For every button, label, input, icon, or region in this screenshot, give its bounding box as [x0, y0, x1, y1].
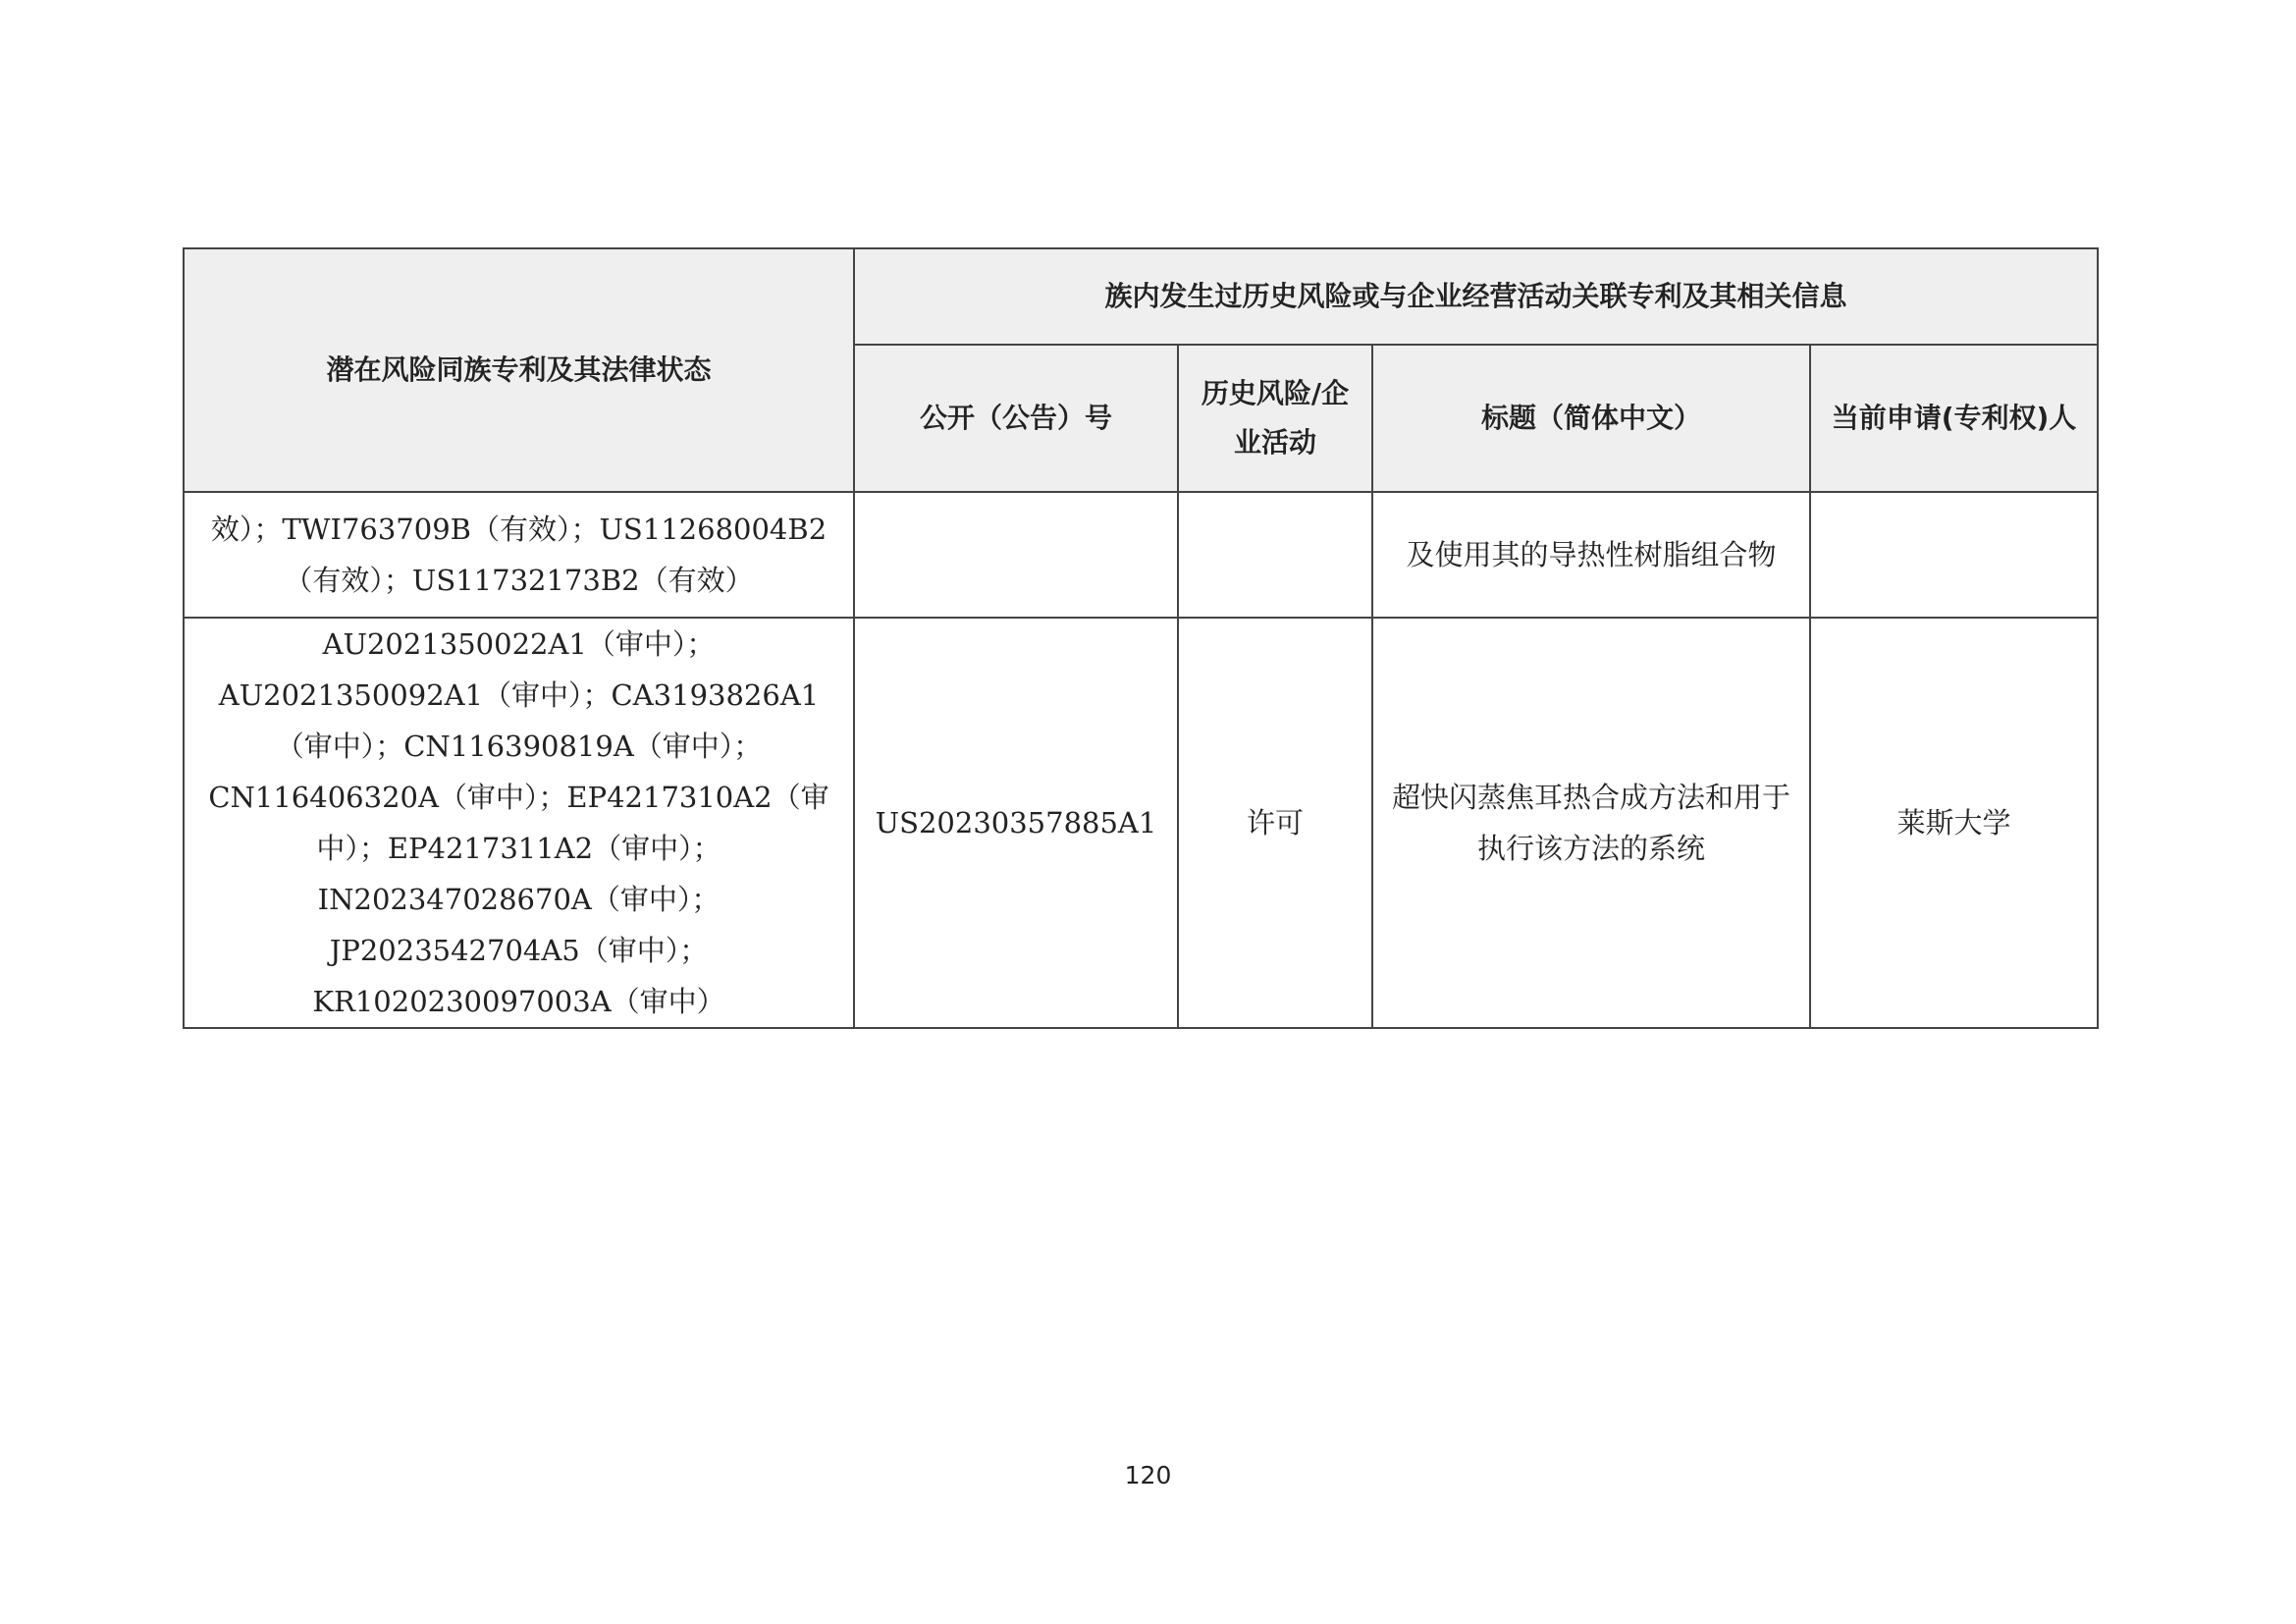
- header-applicant: 当前申请(专利权)人: [1810, 345, 2098, 492]
- header-risk-activity: 历史风险/企业活动: [1178, 345, 1372, 492]
- cell-risk-family: 效）；TWI763709B（有效）；US11268004B2（有效）；US11732173B2（有效）: [184, 492, 854, 618]
- header-pub-no: 公开（公告）号: [854, 345, 1178, 492]
- cell-risk-family: AU2021350022A1（审中）；AU2021350092A1（审中）；CA3193826A1（审中）；CN116390819A（审中）；CN116406320A（审中）；EP4217310A2（审中）；EP4217311A2（审中）；IN202347028670A（审中）；JP2023542704A5（审中）；KR1020230097003A（审中）: [184, 618, 854, 1028]
- cell-risk-activity: 许可: [1178, 618, 1372, 1028]
- cell-applicant: [1810, 492, 2098, 618]
- header-title: 标题（简体中文）: [1372, 345, 1810, 492]
- header-group-title: 族内发生过历史风险或与企业经营活动关联专利及其相关信息: [854, 248, 2098, 345]
- cell-pub-no: US20230357885A1: [854, 618, 1178, 1028]
- header-row-group: [184, 248, 2098, 345]
- table-row: [184, 492, 2098, 618]
- patent-risk-table: [183, 247, 2099, 1029]
- header-risk-family: 潜在风险同族专利及其法律状态: [184, 248, 854, 492]
- table-row: [184, 618, 2098, 1028]
- cell-applicant: 莱斯大学: [1810, 618, 2098, 1028]
- cell-risk-activity: [1178, 492, 1372, 618]
- cell-title: 超快闪蒸焦耳热合成方法和用于执行该方法的系统: [1372, 618, 1810, 1028]
- cell-pub-no: [854, 492, 1178, 618]
- cell-title: 及使用其的导热性树脂组合物: [1372, 492, 1810, 618]
- page-number: 120: [1124, 1461, 1172, 1489]
